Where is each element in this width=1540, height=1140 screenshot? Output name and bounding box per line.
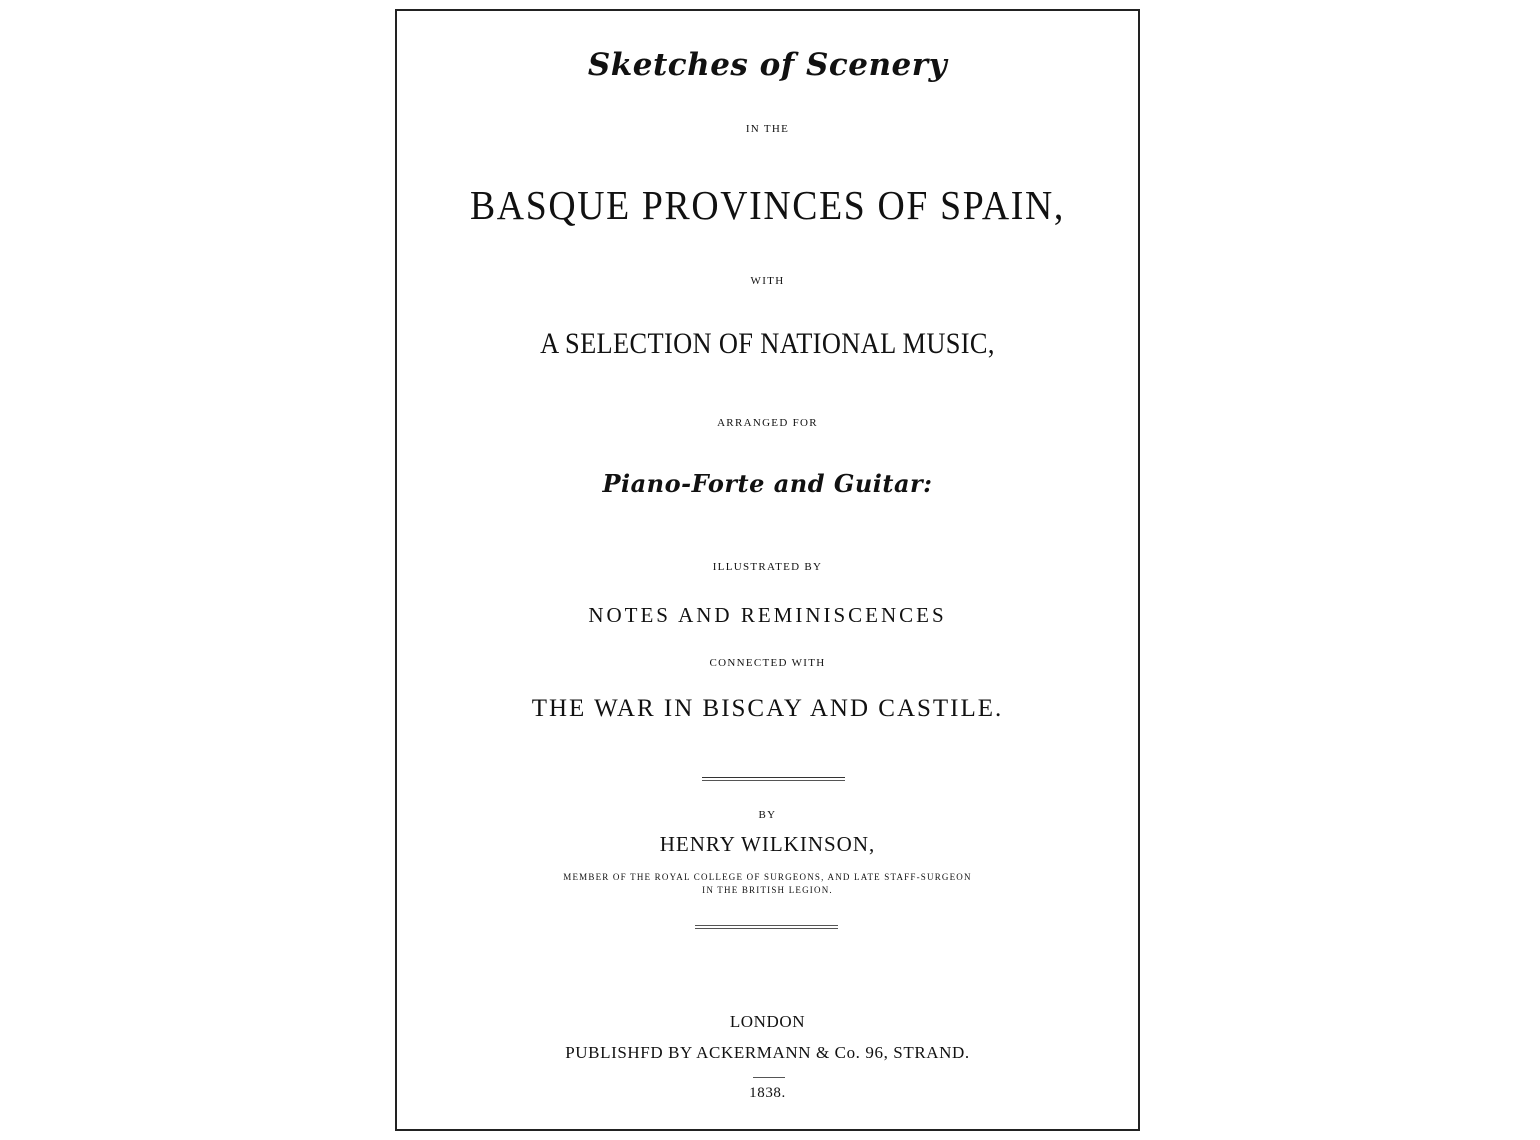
instruments-blackletter: Piano-Forte and Guitar: [602,469,933,498]
illustrated-by-line: ILLUSTRATED BY [712,561,823,573]
city-line: LONDON [729,1012,806,1031]
by-line: BY [758,809,777,821]
divider-rule-top-thin [702,780,845,781]
divider-rule-bottom [695,925,838,926]
war-line: THE WAR IN BISCAY AND CASTILE. [531,695,1004,722]
author-credential-line-1: MEMBER OF THE ROYAL COLLEGE OF SURGEONS, AND LATE STAFF-SURGEON [563,872,972,882]
year-rule [753,1077,785,1078]
author-credential-line-2: IN THE BRITISH LEGION. [702,885,833,895]
divider-rule-bottom-thin [695,928,838,929]
arranged-for-line: ARRANGED FOR [717,417,818,429]
year-line: 1838. [749,1085,786,1101]
notes-line: NOTES AND REMINISCENCES [588,603,947,627]
title-page [395,9,1140,1131]
author-name: HENRY WILKINSON, [659,832,876,856]
divider-rule-top [702,777,845,778]
selection-line: A SELECTION OF NATIONAL MUSIC, [540,327,995,360]
main-title: BASQUE PROVINCES OF SPAIN, [469,182,1066,228]
with-line: WITH [750,275,785,287]
in-the-line: IN THE [745,123,790,135]
title-blackletter: Sketches of Scenery [587,47,948,83]
publisher-line: PUBLISHFD BY ACKERMANN & Co. 96, STRAND. [565,1043,970,1062]
connected-with-line: CONNECTED WITH [709,657,826,669]
